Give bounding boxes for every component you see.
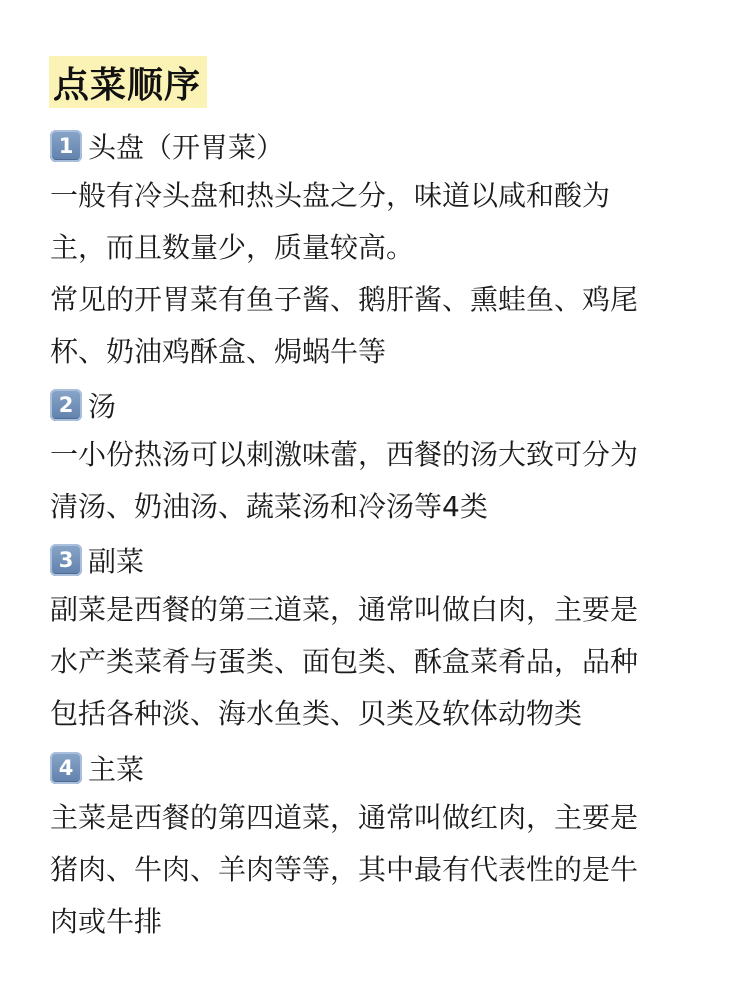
section-appetizer xyxy=(50,126,710,378)
section-soup xyxy=(50,385,710,533)
body-line: 杯、奶油鸡酥盒、焗蜗牛等 xyxy=(50,335,387,368)
body-line: 常见的开胃菜有鱼子酱、鹅肝酱、熏蛙鱼、鸡尾 xyxy=(50,283,639,316)
section-heading-text: 汤 xyxy=(88,390,117,423)
body-line: 猪肉、牛肉、羊肉等等，其中最有代表性的是牛 xyxy=(50,853,639,886)
page-title: 点菜顺序 xyxy=(53,64,202,106)
section-heading-text: 头盘（开胃菜） xyxy=(88,131,285,164)
section-heading xyxy=(50,126,710,166)
section-heading xyxy=(50,540,710,580)
body-line: 主菜是西餐的第四道菜，通常叫做红肉，主要是 xyxy=(50,801,639,834)
keycap-number-2-icon: 2 xyxy=(50,389,82,421)
section-side-dish xyxy=(50,540,710,740)
section-heading xyxy=(50,748,710,788)
keycap-number-1-icon: 1 xyxy=(50,130,82,162)
body-line: 清汤、奶油汤、蔬菜汤和冷汤等4类 xyxy=(50,490,488,523)
body-line: 副菜是西餐的第三道菜，通常叫做白肉，主要是 xyxy=(50,593,639,626)
section-main-course xyxy=(50,748,710,948)
body-line: 水产类菜肴与蛋类、面包类、酥盒菜肴品，品种 xyxy=(50,645,639,678)
keycap-number-4-icon: 4 xyxy=(50,752,82,784)
body-line: 一般有冷头盘和热头盘之分，味道以咸和酸为 xyxy=(50,179,611,212)
body-line: 肉或牛排 xyxy=(50,905,163,938)
section-heading-text: 主菜 xyxy=(88,753,145,786)
body-line: 包括各种淡、海水鱼类、贝类及软体动物类 xyxy=(50,697,583,730)
title-highlight xyxy=(49,56,207,108)
section-heading xyxy=(50,385,710,425)
body-line: 主，而且数量少，质量较高。 xyxy=(50,231,415,264)
section-heading-text: 副菜 xyxy=(88,545,145,578)
keycap-number-3-icon: 3 xyxy=(50,544,82,576)
body-line: 一小份热汤可以刺激味蕾，西餐的汤大致可分为 xyxy=(50,438,639,471)
